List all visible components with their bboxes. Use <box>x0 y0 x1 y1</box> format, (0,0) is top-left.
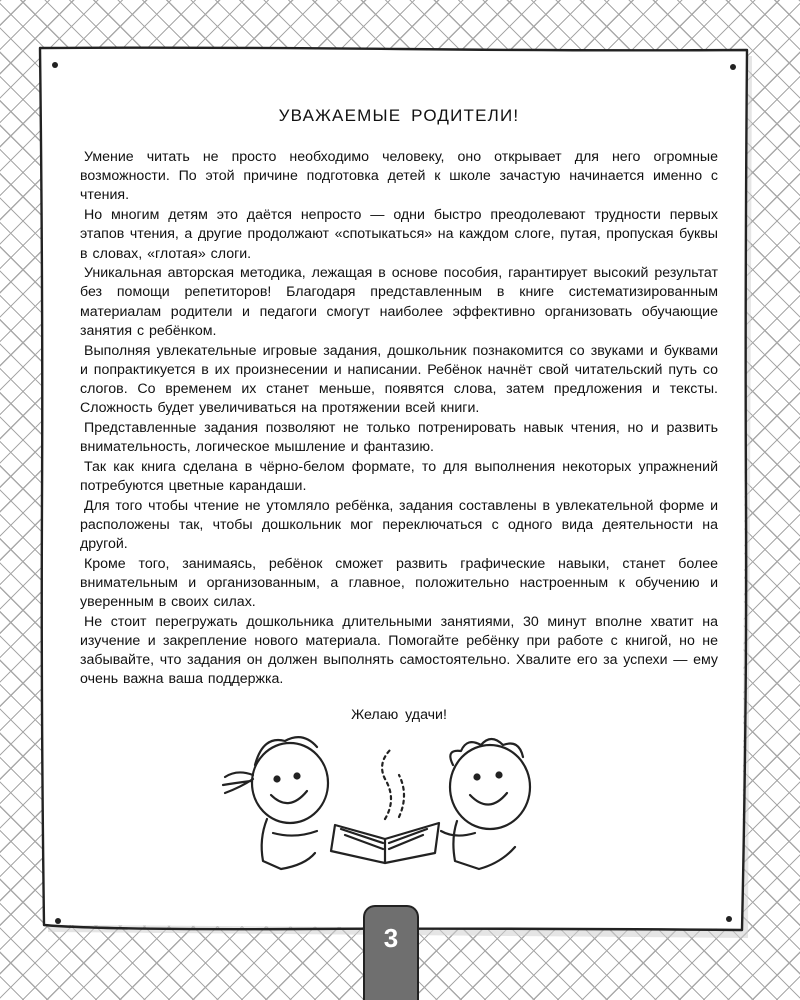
paragraph: Но многим детям это даётся непросто — одни быстро преодолевают трудности первых этапов чтения, а другие продолжают «спотыкаться» на каждом слоге, путая, пропуская буквы в словах, «глотая» слоги. <box>80 207 718 262</box>
paragraph: Представленные задания позволяют не только потренировать навык чтения, но и развить внимательность, логическое мышление и фантазию. <box>80 419 718 456</box>
page-number-tab <box>363 905 419 1000</box>
pin-icon <box>55 918 61 924</box>
paragraph: Не стоит перегружать дошкольника длительными занятиями, 30 минут вполне хватит на изучение и закрепление нового материала. Помогайте ребёнку при работе с книгой, но не забывайте, что задания он должен выполнять самостоятельно. Хвалите его за успехи — ему очень важна ваша поддержка. <box>80 613 718 688</box>
page-title: УВАЖАЕМЫЕ РОДИТЕЛИ! <box>278 106 520 125</box>
page-number: 3 <box>383 923 399 953</box>
paragraph: Так как книга сделана в чёрно-белом формате, то для выполнения некоторых упражнений потребуются цветные карандаши. <box>80 458 718 494</box>
children-reading-book-illustration <box>185 735 565 875</box>
pin-icon <box>726 916 732 922</box>
signoff: Желаю удачи! <box>351 706 447 723</box>
letter-body <box>80 106 718 723</box>
paragraph: Кроме того, занимаясь, ребёнок сможет развить графические навыки, станет более внимательным и организованным, а главное, положительно настроенным к обучению и уверенным в своих силах. <box>80 555 718 611</box>
paragraph: Выполняя увлекательные игровые задания, дошкольник познакомится со звуками и буквами и попрактикуется в их произнесении и написании. Ребёнок начнёт свой читательский путь со слогов. Со временем их станет меньше, появятся слова, затем предложения и тексты. Сложность будет увеличиваться на протяжении всей книги. <box>80 342 718 417</box>
paragraph: Уникальная авторская методика, лежащая в основе пособия, гарантирует высокий результат без помощи репетиторов! Благодаря представленным в книге систематизированным материалам родители и педагоги смогут наиболее эффективно организовать обучающие занятия с ребёнком. <box>80 265 718 339</box>
pin-icon <box>730 64 736 70</box>
paragraph: Для того чтобы чтение не утомляло ребёнка, задания составлены в увлекательной форме и расположены так, чтобы дошкольник мог переключаться с одного вида деятельности на другой. <box>80 497 718 553</box>
paragraph: Умение читать не просто необходимо человеку, оно открывает для него огромные возможности. По этой причине подготовка детей к школе зачастую начинается именно с чтения. <box>80 149 718 204</box>
pin-icon <box>52 62 58 68</box>
